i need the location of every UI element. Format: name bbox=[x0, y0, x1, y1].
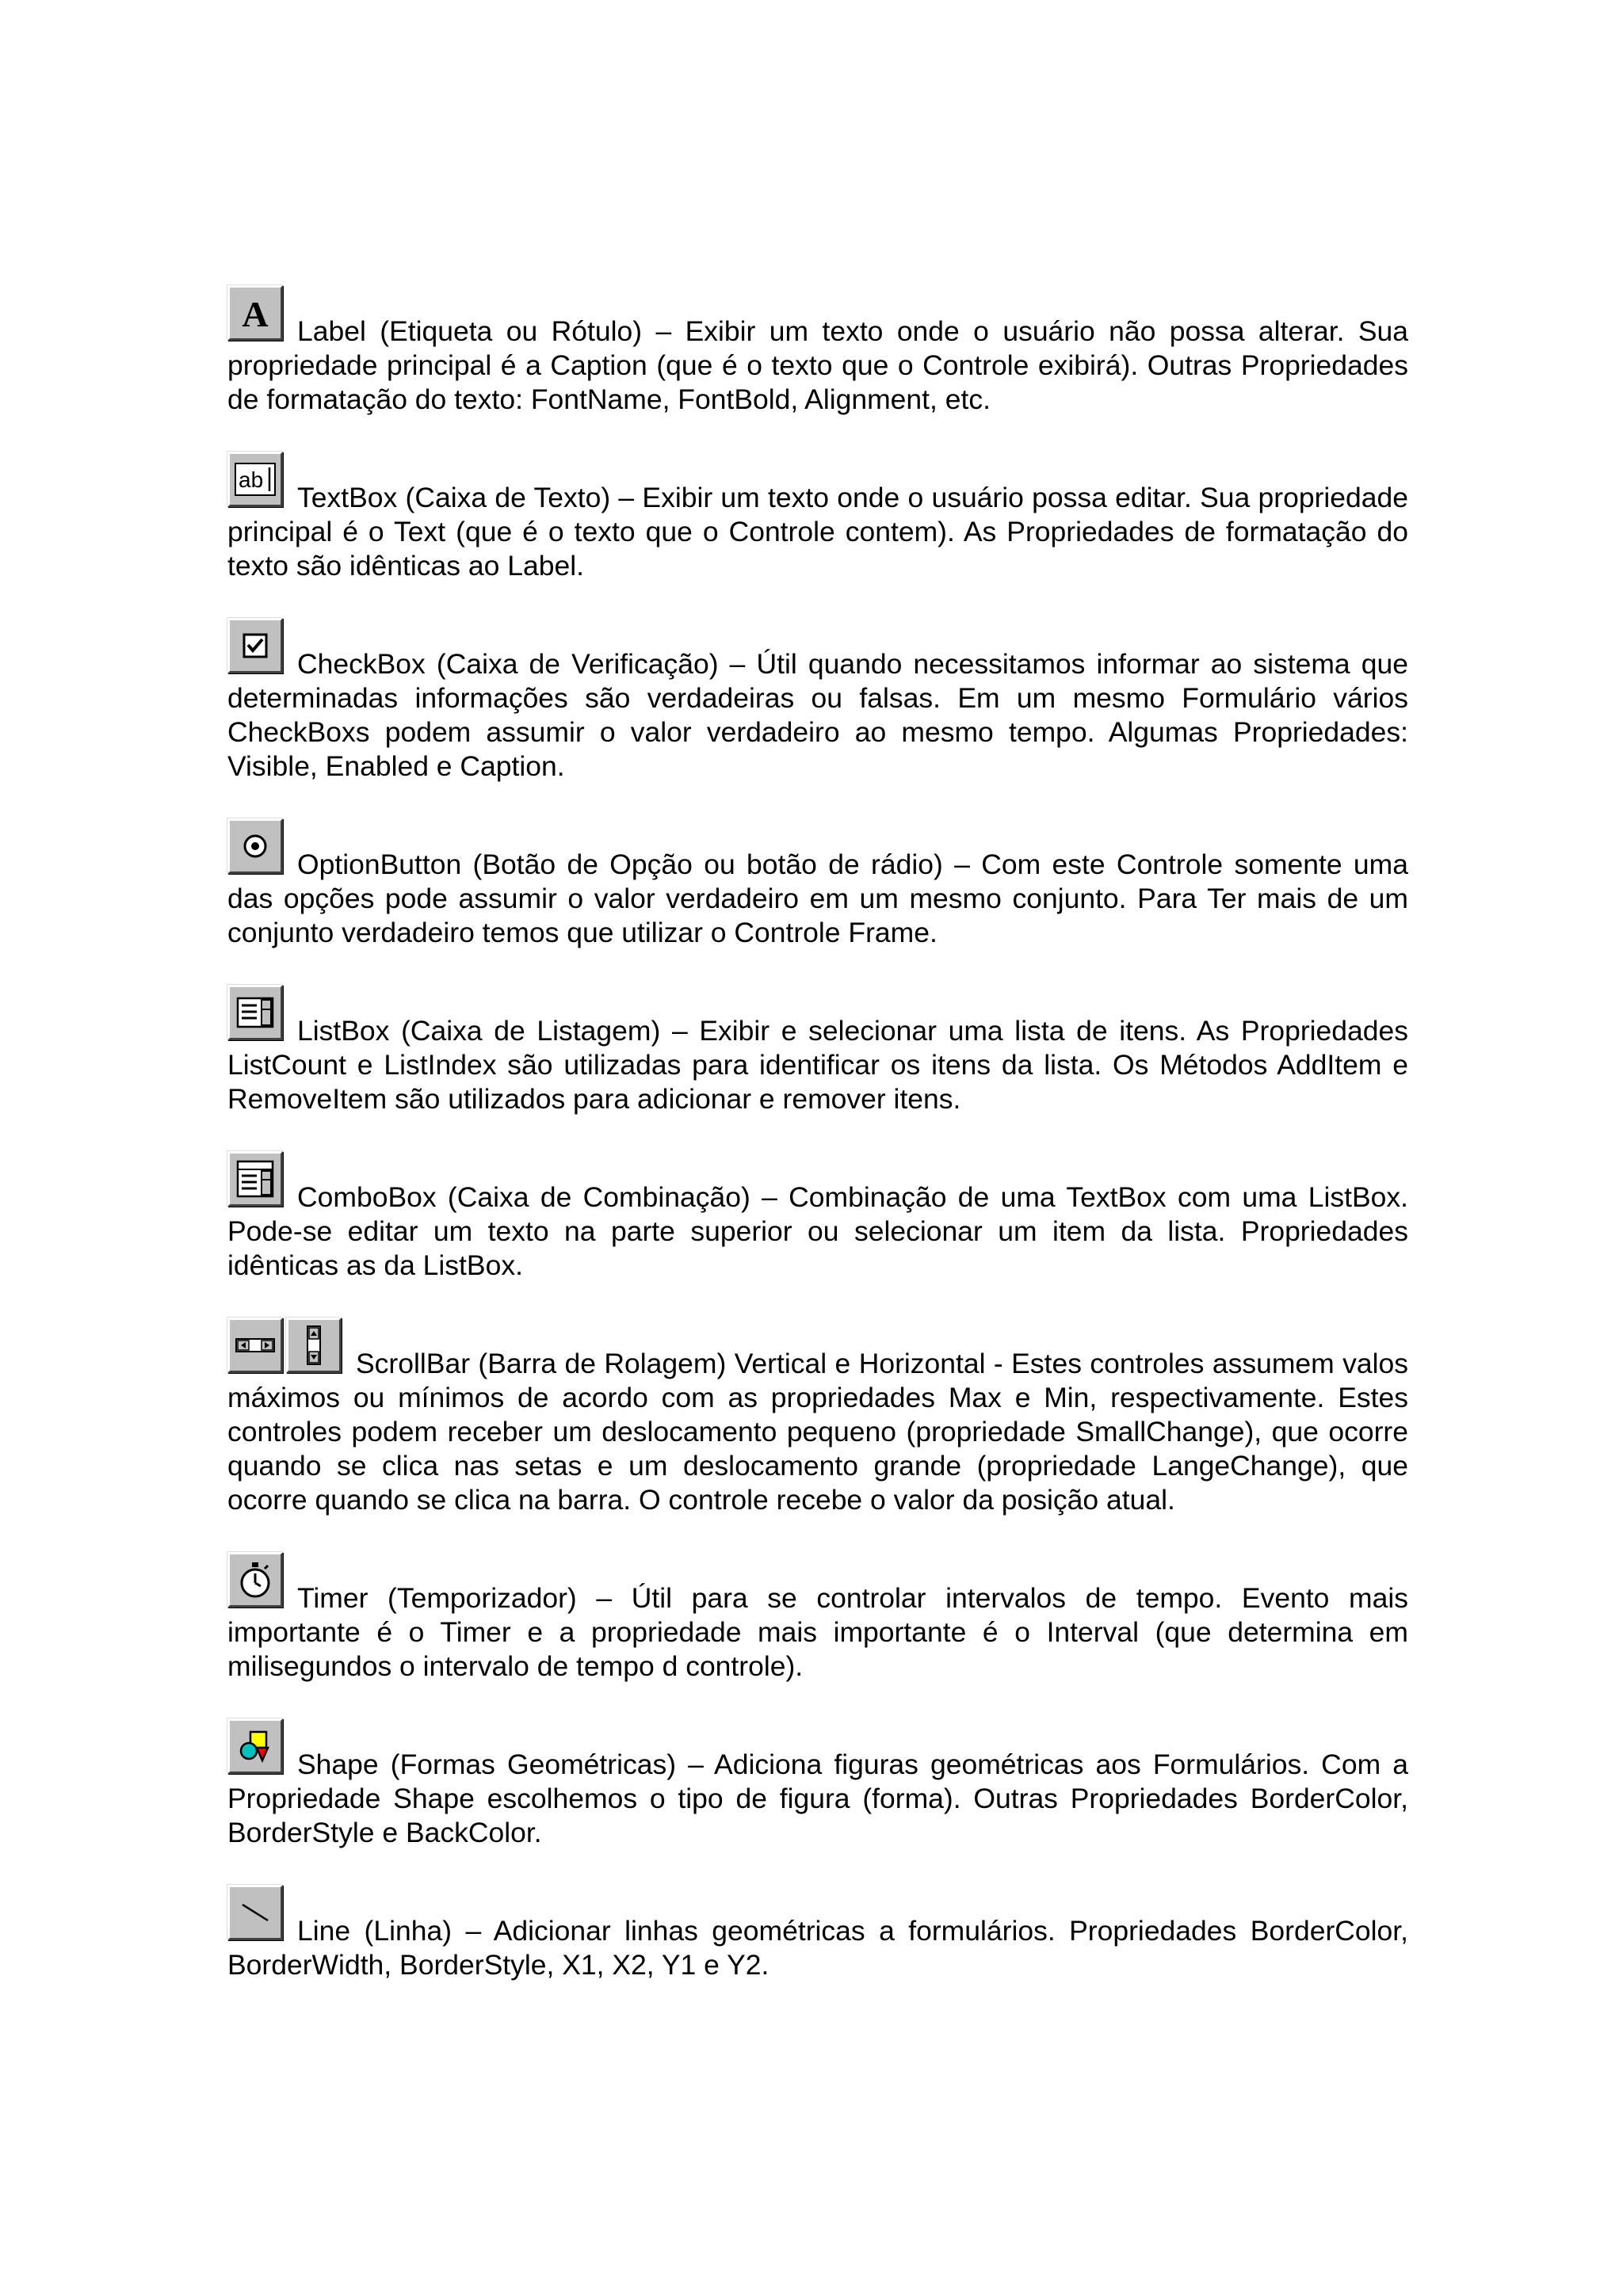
scrollbar-control-icons bbox=[227, 1318, 343, 1381]
entry-listbox bbox=[227, 985, 1408, 1116]
entry-combobox bbox=[227, 1151, 1408, 1283]
entry-timer-text: Timer (Temporizador) – Útil para se controlar intervalos de tempo. Evento mais importante é o Timer e a propriedade mais importante é o Interval (que determina em milisegundos o intervalo de tempo d controle). bbox=[227, 1582, 1408, 1682]
option-button-control-icon bbox=[227, 818, 283, 874]
label-control-icon bbox=[227, 285, 283, 341]
svg-text:ab: ab bbox=[239, 467, 264, 492]
entry-scrollbar bbox=[227, 1318, 1408, 1517]
controls-description-list bbox=[227, 285, 1408, 1982]
entry-scrollbar-text: ScrollBar (Barra de Rolagem) Vertical e Horizontal - Estes controles assumem valos máximos ou mínimos de acordo com as propriedades Max e Min, respectivamente. Estes controles podem receber um deslocamento pequeno (propriedade SmallChange), que ocorre quando se clica nas setas e um deslocamento grande (propriedade LangeChange), que ocorre quando se clica na barra. O controle recebe o valor da posição atual. bbox=[227, 1348, 1408, 1516]
timer-control-icon bbox=[227, 1552, 283, 1608]
entry-listbox-text: ListBox (Caixa de Listagem) – Exibir e selecionar uma lista de itens. As Propriedades ListCount e ListIndex são utilizadas para identificar os itens da lista. Os Métodos AddItem e RemoveItem são utilizados para adicionar e remover itens. bbox=[227, 1015, 1408, 1115]
shape-control-icon bbox=[227, 1718, 283, 1774]
entry-option-text: OptionButton (Botão de Opção ou botão de rádio) – Com este Controle somente uma das opções pode assumir o valor verdadeiro em um mesmo conjunto. Para Ter mais de um conjunto verdadeiro temos que utilizar o Controle Frame. bbox=[227, 849, 1408, 948]
entry-label-text: Label (Etiqueta ou Rótulo) – Exibir um texto onde o usuário não possa alterar. Sua propriedade principal é a Caption (que é o texto que o Controle exibirá). Outras Propriedades de formatação do texto: FontName, FontBold, Alignment, etc. bbox=[227, 315, 1408, 415]
entry-option bbox=[227, 818, 1408, 950]
textbox-control-icon bbox=[227, 452, 283, 507]
entry-shape-text: Shape (Formas Geométricas) – Adiciona figuras geométricas aos Formulários. Com a Propriedade Shape escolhemos o tipo de figura (forma). Outras Propriedades BorderColor, BorderStyle e BackColor. bbox=[227, 1749, 1408, 1848]
listbox-control-icon bbox=[227, 985, 283, 1040]
checkbox-control-icon bbox=[227, 618, 283, 673]
entry-textbox-text: TextBox (Caixa de Texto) – Exibir um texto onde o usuário possa editar. Sua propriedade principal é o Text (que é o texto que o Controle contem). As Propriedades de formatação do texto são idênticas ao Label. bbox=[227, 482, 1408, 582]
entry-combobox-text: ComboBox (Caixa de Combinação) – Combinação de uma TextBox com uma ListBox. Pode-se editar um texto na parte superior ou selecionar um item da lista. Propriedades idênticas as da ListBox. bbox=[227, 1181, 1408, 1281]
entry-line-text: Line (Linha) – Adicionar linhas geométricas a formulários. Propriedades BorderColor, BorderWidth, BorderStyle, X1, X2, Y1 e Y2. bbox=[227, 1915, 1408, 1981]
entry-shape bbox=[227, 1718, 1408, 1850]
entry-checkbox-text: CheckBox (Caixa de Verificação) – Útil quando necessitamos informar ao sistema que determinadas informações são verdadeiras ou falsas. Em um mesmo Formulário vários CheckBoxs podem assumir o valor verdadeiro ao mesmo tempo. Algumas Propriedades: Visible, Enabled e Caption. bbox=[227, 648, 1408, 782]
horizontal-scrollbar-icon bbox=[227, 1318, 283, 1373]
entry-label bbox=[227, 285, 1408, 417]
entry-textbox bbox=[227, 452, 1408, 583]
entry-checkbox bbox=[227, 618, 1408, 784]
vertical-scrollbar-icon bbox=[286, 1318, 342, 1373]
entry-line bbox=[227, 1885, 1408, 1982]
combobox-control-icon bbox=[227, 1151, 283, 1207]
svg-text:A: A bbox=[242, 294, 269, 334]
line-control-icon bbox=[227, 1885, 283, 1940]
entry-timer bbox=[227, 1552, 1408, 1684]
